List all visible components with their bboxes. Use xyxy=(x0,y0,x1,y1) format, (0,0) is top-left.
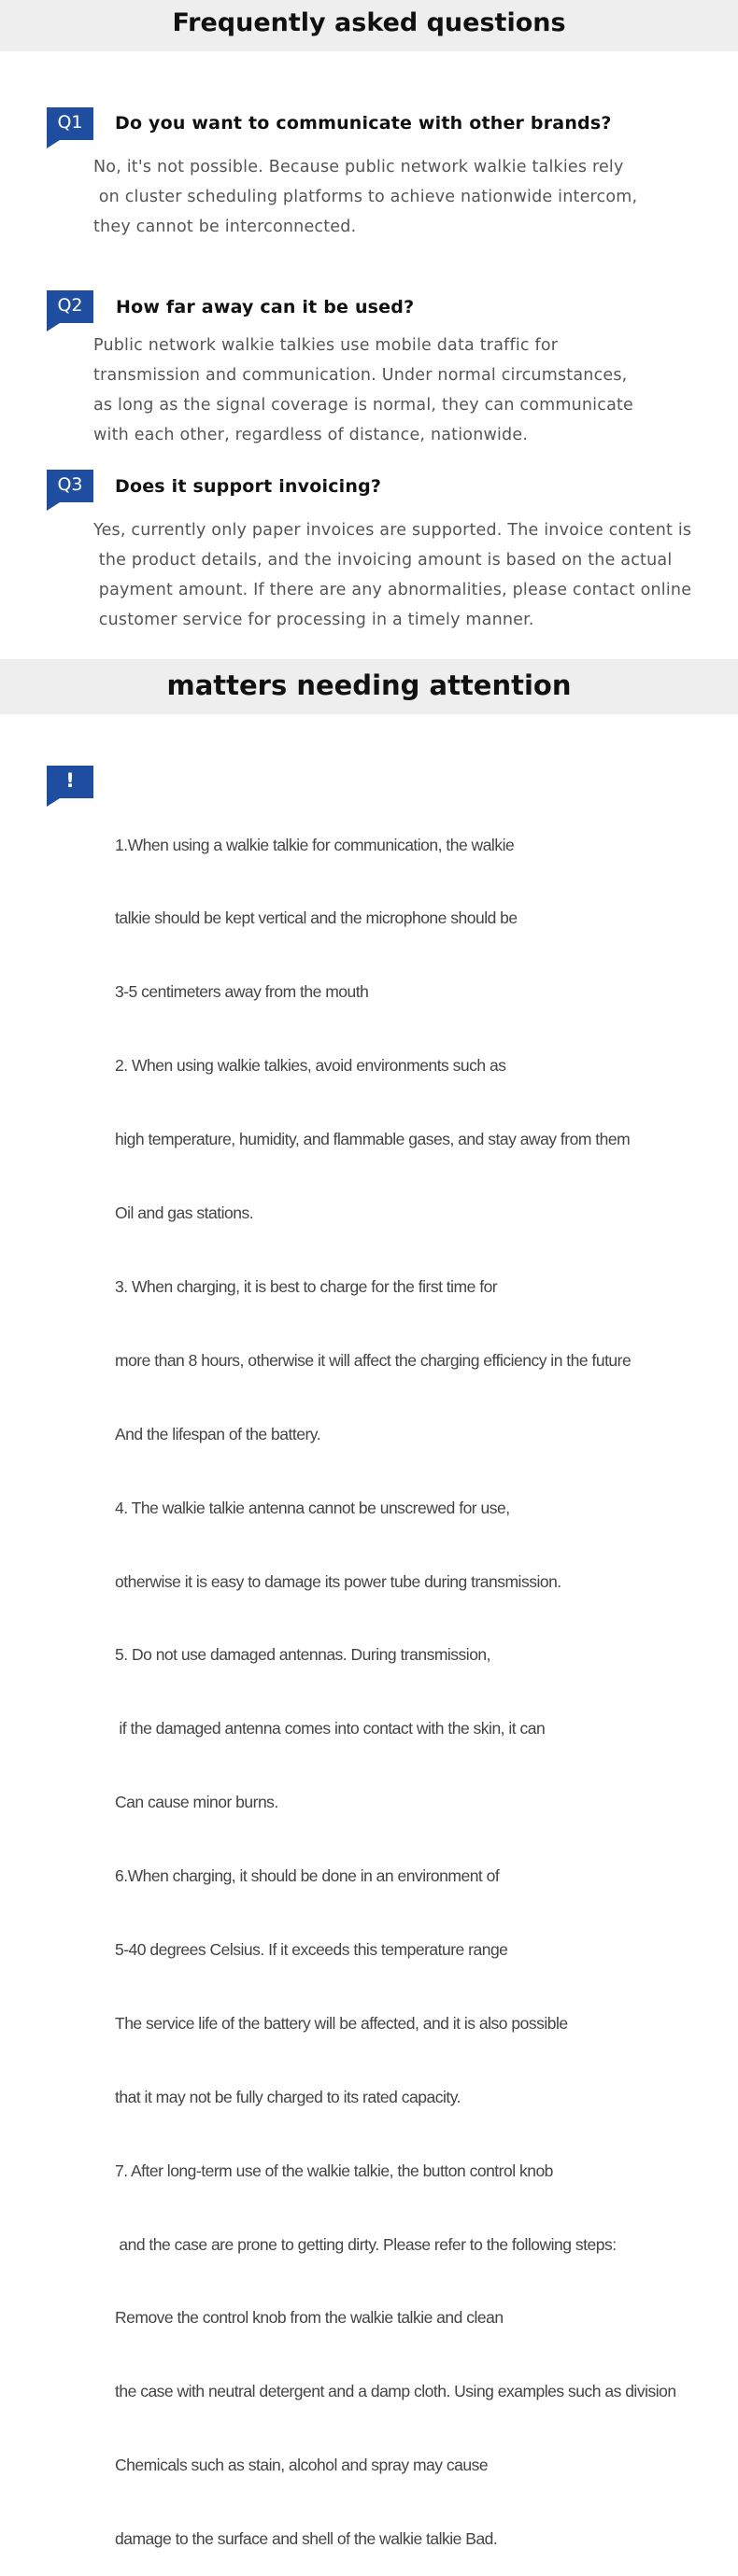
answer-line: customer service for processing in a timely manner. xyxy=(93,611,534,629)
answer-line: as long as the signal coverage is normal, they can communicate xyxy=(93,396,634,415)
q3-question: Does it support invoicing? xyxy=(115,476,382,497)
note-line: if the damaged antenna comes into contact with the skin, it can xyxy=(115,1719,546,1738)
note-line: 7. After long-term use of the walkie talkie, the button control knob xyxy=(115,2161,553,2180)
answer-line: payment amount. If there are any abnormalities, please contact online xyxy=(93,581,692,599)
note-line: Can cause minor burns. xyxy=(115,1793,278,1812)
note-line: And the lifespan of the battery. xyxy=(115,1424,321,1443)
note-line: 3-5 centimeters away from the mouth xyxy=(115,982,369,1002)
note-line: 5. Do not use damaged antennas. During transmission, xyxy=(115,1645,491,1665)
answer-line: on cluster scheduling platforms to achieve nationwide intercom, xyxy=(93,188,638,206)
note-line: Oil and gas stations. xyxy=(115,1204,254,1223)
answer-line: Yes, currently only paper invoices are supported. The invoice content is xyxy=(93,521,692,540)
note-line: Chemicals such as stain, alcohol and spray may cause xyxy=(115,2456,489,2475)
answer-line: with each other, regardless of distance, nationwide. xyxy=(93,426,529,444)
note-line: 6.When charging, it should be done in an environment of xyxy=(115,1866,500,1886)
attention-badge xyxy=(47,766,93,803)
q1-badge-label: Q1 xyxy=(57,112,83,133)
note-line: more than 8 hours, otherwise it will affect the charging efficiency in the future xyxy=(115,1350,632,1370)
q3-answer xyxy=(93,515,691,635)
note-line: 2. When using walkie talkies, avoid environments such as xyxy=(115,1056,506,1076)
answer-line: transmission and communication. Under normal circumstances, xyxy=(93,366,628,385)
note-line: that it may not be fully charged to its rated capacity. xyxy=(115,2087,461,2106)
note-line: 1.When using a walkie talkie for communication, the walkie xyxy=(115,835,515,854)
note-line: damage to the surface and shell of the walkie talkie Bad. xyxy=(115,2529,498,2549)
attention-notes xyxy=(115,783,676,2576)
exclamation-icon: ! xyxy=(65,769,75,792)
answer-line: the product details, and the invoicing amount is based on the actual xyxy=(93,551,673,570)
note-line: The service life of the battery will be affected, and it is also possible xyxy=(115,2013,568,2033)
note-line: and the case are prone to getting dirty. Please refer to the following steps: xyxy=(115,2234,617,2254)
q2-answer xyxy=(93,331,633,450)
q1-badge xyxy=(47,107,93,145)
q1-question: Do you want to communicate with other brands? xyxy=(115,113,612,134)
q3-badge xyxy=(47,470,93,507)
note-line: talkie should be kept vertical and the microphone should be xyxy=(115,908,518,928)
q3-badge-label: Q3 xyxy=(57,474,83,495)
note-line: 5-40 degrees Celsius. If it exceeds this temperature range xyxy=(115,1939,508,1959)
q1-answer xyxy=(93,152,637,242)
note-line: Remove the control knob from the walkie talkie and clean xyxy=(115,2308,504,2328)
note-line: 4. The walkie talkie antenna cannot be unscrewed for use, xyxy=(115,1498,510,1517)
faq-heading: Frequently asked questions xyxy=(0,0,738,51)
q2-badge xyxy=(47,290,93,328)
answer-line: No, it's not possible. Because public network walkie talkies rely xyxy=(93,158,624,176)
answer-line: they cannot be interconnected. xyxy=(93,218,357,236)
q2-badge-label: Q2 xyxy=(57,295,83,316)
note-line: high temperature, humidity, and flammable gases, and stay away from them xyxy=(115,1130,631,1149)
note-line: 3. When charging, it is best to charge for the first time for xyxy=(115,1276,498,1296)
q2-question: How far away can it be used? xyxy=(116,297,415,317)
note-line: otherwise it is easy to damage its power tube during transmission. xyxy=(115,1571,561,1591)
attention-heading: matters needing attention xyxy=(0,659,738,714)
answer-line: Public network walkie talkies use mobile data traffic for xyxy=(93,336,559,355)
note-line: the case with neutral detergent and a damp cloth. Using examples such as division xyxy=(115,2382,676,2401)
